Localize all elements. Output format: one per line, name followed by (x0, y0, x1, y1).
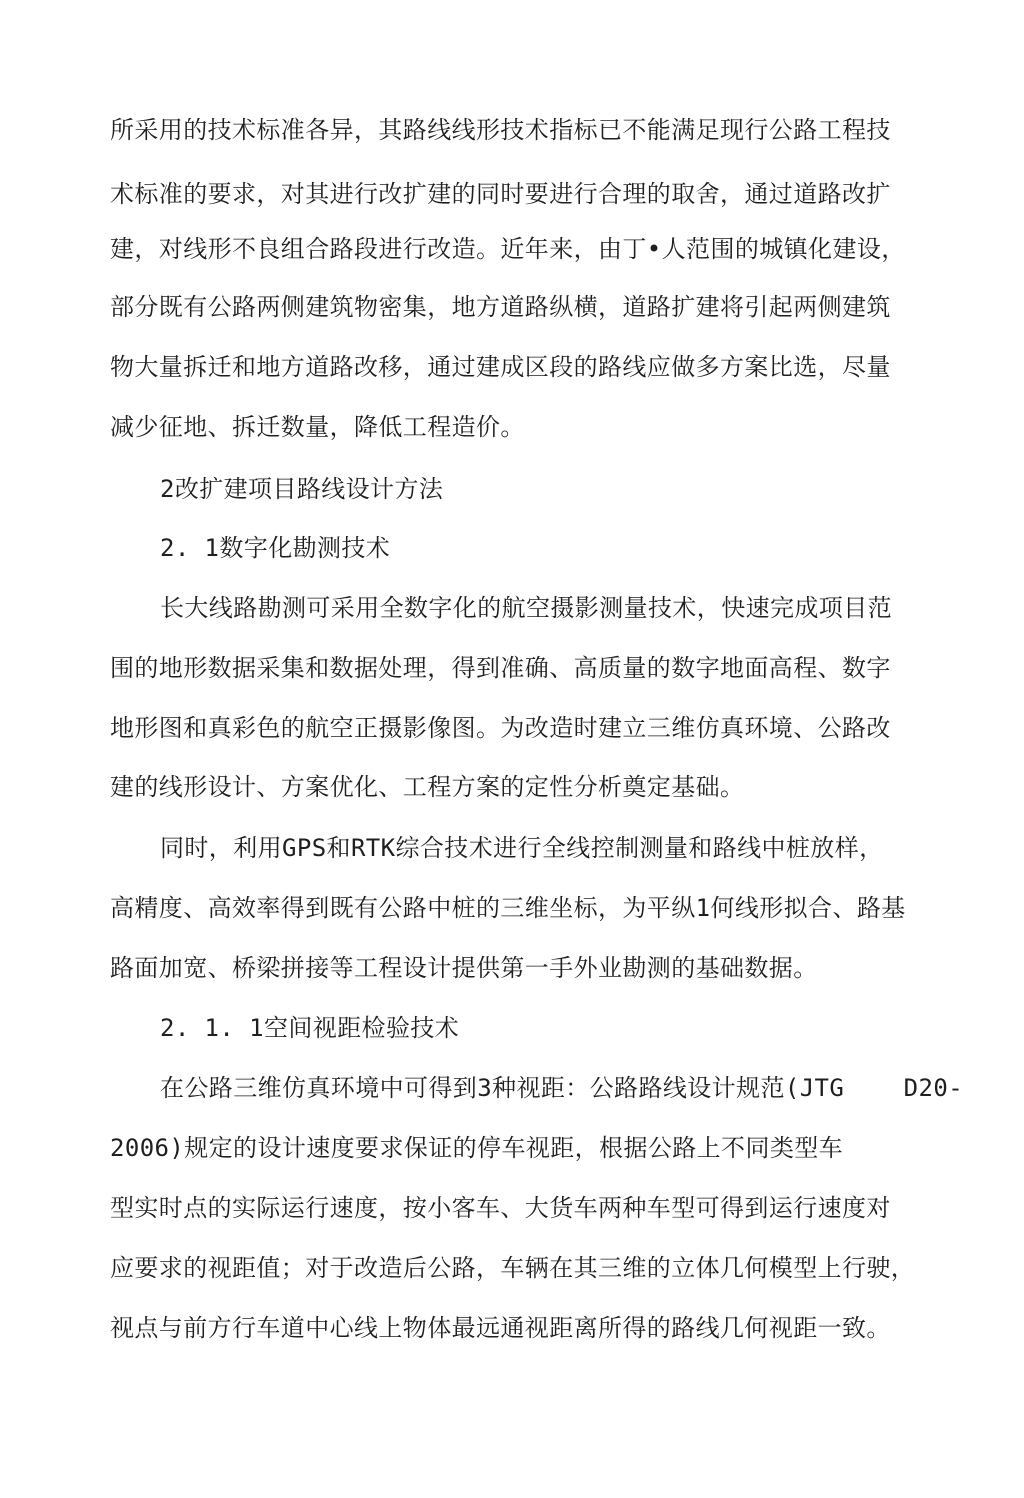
text-line: 高精度、高效率得到既有公路中桩的三维坐标，为平纵1何线形拟合、路基 (110, 894, 906, 922)
text-line: 型实时点的实际运行速度，按小客车、大货车两种车型可得到运行速度对 (110, 1194, 891, 1222)
subsection-heading: 2. 1. 1空间视距检验技术 (160, 1014, 460, 1042)
text-line: 物大量拆迁和地方道路改移，通过建成区段的路线应做多方案比选，尽量 (110, 353, 891, 381)
text-line: 长大线路勘测可采用全数字化的航空摄影测量技术，快速完成项目范 (160, 594, 892, 622)
text-line: 在公路三维仿真环境中可得到3种视距：公路路线设计规范(JTG D20- (160, 1074, 964, 1102)
text-line: 所采用的技术标准各异，其路线线形技术指标已不能满足现行公路工程技 (110, 116, 891, 144)
text-line: 路面加宽、桥梁拼接等工程设计提供第一手外业勘测的基础数据。 (110, 954, 818, 982)
text-line: 视点与前方行车道中心线上物体最远通视距离所得的路线几何视距一致。 (110, 1314, 891, 1342)
subsection-heading: 2. 1数字化勘测技术 (160, 534, 391, 562)
text-line: 围的地形数据采集和数据处理，得到准确、高质量的数字地面高程、数字 (110, 654, 891, 682)
text-line: 同时，利用GPS和RTK综合技术进行全线控制测量和路线中桩放样， (160, 834, 884, 862)
text-line: 建，对线形不良组合路段进行改造。近年来，由丁•人范围的城镇化建设， (110, 235, 906, 263)
text-line: 术标准的要求，对其进行改扩建的同时要进行合理的取舍，通过道路改扩 (110, 180, 891, 208)
text-line: 应要求的视距值；对于改造后公路，车辆在其三维的立体几何模型上行驶， (110, 1254, 916, 1282)
section-heading: 2改扩建项目路线设计方法 (160, 475, 444, 503)
text-line: 部分既有公路两侧建筑物密集，地方道路纵横，道路扩建将引起两侧建筑 (110, 293, 891, 321)
text-line: 地形图和真彩色的航空正摄影像图。为改造时建立三维仿真环境、公路改 (110, 714, 891, 742)
text-line: 建的线形设计、方案优化、工程方案的定性分析奠定基础。 (110, 773, 745, 801)
text-line: 减少征地、拆迁数量，降低工程造价。 (110, 413, 525, 441)
text-line: 2006)规定的设计速度要求保证的停车视距，根据公路上不同类型车 (110, 1134, 844, 1162)
